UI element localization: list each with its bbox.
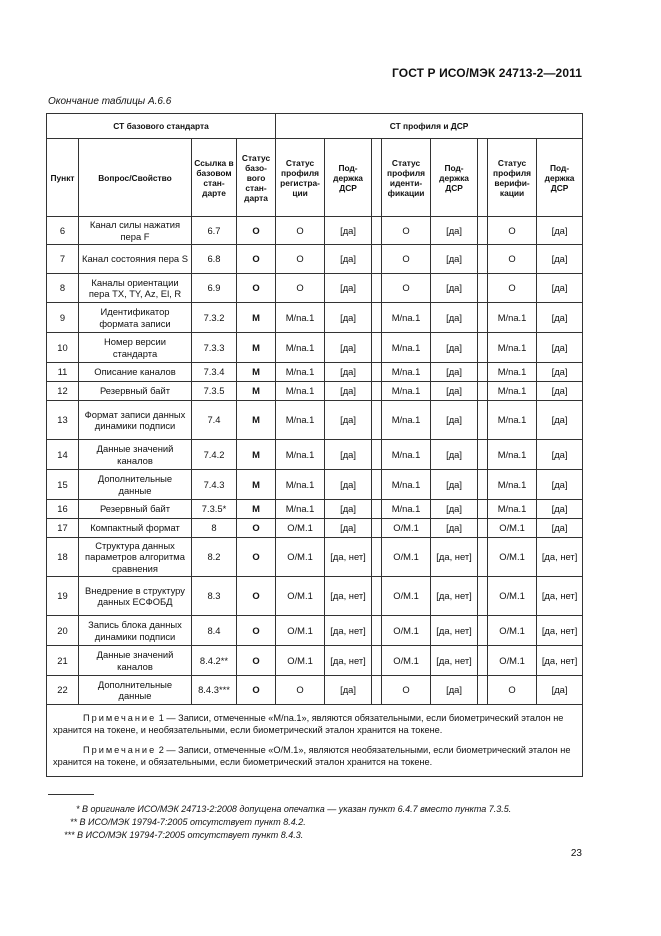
row-base-status: M: [237, 470, 276, 500]
row-id-status: M/na.1: [382, 470, 431, 500]
row-question: Канал силы нажатия пера F: [79, 217, 192, 245]
spacer-cell: [478, 303, 488, 333]
spacer-cell: [372, 401, 382, 440]
spacer-cell: [478, 245, 488, 274]
row-reg-support: [да]: [325, 382, 372, 401]
row-question: Данные значений каналов: [79, 440, 192, 470]
col-header-reg-support: Под-держка ДСР: [325, 139, 372, 217]
row-question: Запись блока данных динамики подписи: [79, 616, 192, 646]
row-ver-status: M/na.1: [488, 382, 537, 401]
spacer-cell: [478, 519, 488, 538]
row-id-support: [да, нет]: [431, 646, 478, 676]
row-ver-status: M/na.1: [488, 470, 537, 500]
spacer-cell: [372, 470, 382, 500]
row-id-status: M/na.1: [382, 303, 431, 333]
row-number: 22: [47, 676, 79, 705]
table-row: [47, 363, 583, 382]
row-ver-support: [да]: [537, 245, 583, 274]
row-reg-support: [да]: [325, 401, 372, 440]
row-ref: 7.4.3: [192, 470, 237, 500]
row-id-support: [да]: [431, 363, 478, 382]
table-row: [47, 274, 583, 303]
notes-cell: [47, 705, 583, 777]
row-ref: 6.8: [192, 245, 237, 274]
row-ver-support: [да]: [537, 363, 583, 382]
row-number: 13: [47, 401, 79, 440]
table-row: [47, 303, 583, 333]
spacer-cell: [478, 139, 488, 217]
row-number: 20: [47, 616, 79, 646]
row-reg-status: O: [276, 676, 325, 705]
row-ver-support: [да]: [537, 470, 583, 500]
row-id-status: O: [382, 245, 431, 274]
row-ver-status: O/M.1: [488, 519, 537, 538]
row-ref: 7.4.2: [192, 440, 237, 470]
spacer-cell: [372, 333, 382, 363]
row-ver-support: [да]: [537, 382, 583, 401]
row-ref: 7.3.2: [192, 303, 237, 333]
row-ver-support: [да]: [537, 676, 583, 705]
row-id-support: [да]: [431, 676, 478, 705]
spacer-cell: [478, 577, 488, 616]
spacer-cell: [372, 676, 382, 705]
row-ver-status: M/na.1: [488, 440, 537, 470]
row-number: 10: [47, 333, 79, 363]
row-reg-status: O: [276, 245, 325, 274]
footnote-divider: [48, 794, 94, 795]
row-ver-status: O: [488, 245, 537, 274]
spacer-cell: [372, 646, 382, 676]
row-ref: 8.4.2**: [192, 646, 237, 676]
spacer-cell: [372, 440, 382, 470]
col-header-ver-status: Статус профиля верифи-кации: [488, 139, 537, 217]
row-reg-status: O/M.1: [276, 519, 325, 538]
group-header-base: СТ базового стандарта: [47, 114, 276, 139]
row-question: Компактный формат: [79, 519, 192, 538]
row-reg-status: M/na.1: [276, 470, 325, 500]
col-header-reg-status: Статус профиля регистра-ции: [276, 139, 325, 217]
spacer-cell: [478, 217, 488, 245]
row-ver-status: O/M.1: [488, 577, 537, 616]
row-ver-support: [да, нет]: [537, 538, 583, 577]
row-reg-support: [да, нет]: [325, 616, 372, 646]
row-id-status: O: [382, 274, 431, 303]
row-number: 17: [47, 519, 79, 538]
spacer-cell: [478, 363, 488, 382]
row-reg-status: M/na.1: [276, 363, 325, 382]
row-base-status: M: [237, 440, 276, 470]
table-caption: Окончание таблицы А.6.6: [48, 96, 172, 107]
row-reg-status: O/M.1: [276, 538, 325, 577]
row-ver-status: M/na.1: [488, 500, 537, 519]
table-row: [47, 616, 583, 646]
row-ref: 7.3.5: [192, 382, 237, 401]
row-base-status: O: [237, 538, 276, 577]
row-ref: 8: [192, 519, 237, 538]
spacer-cell: [372, 139, 382, 217]
spacer-cell: [478, 401, 488, 440]
note-2: [53, 745, 576, 768]
row-id-status: O/M.1: [382, 646, 431, 676]
row-id-status: O: [382, 217, 431, 245]
row-question: Идентификатор формата записи: [79, 303, 192, 333]
row-id-status: M/na.1: [382, 382, 431, 401]
row-base-status: M: [237, 363, 276, 382]
row-id-status: O/M.1: [382, 519, 431, 538]
group-header-profile: СТ профиля и ДСР: [276, 114, 583, 139]
row-reg-support: [да, нет]: [325, 577, 372, 616]
row-reg-status: M/na.1: [276, 500, 325, 519]
table-row: [47, 333, 583, 363]
row-id-support: [да]: [431, 333, 478, 363]
page-number: 23: [570, 848, 582, 859]
row-id-support: [да, нет]: [431, 538, 478, 577]
spacer-cell: [478, 538, 488, 577]
table-row: [47, 245, 583, 274]
row-number: 21: [47, 646, 79, 676]
spacer-cell: [478, 470, 488, 500]
row-reg-status: M/na.1: [276, 382, 325, 401]
row-ver-status: M/na.1: [488, 363, 537, 382]
row-reg-support: [да]: [325, 519, 372, 538]
spacer-cell: [372, 274, 382, 303]
row-id-support: [да]: [431, 519, 478, 538]
row-id-status: O: [382, 676, 431, 705]
row-ref: 8.4.3***: [192, 676, 237, 705]
row-id-status: M/na.1: [382, 500, 431, 519]
spacer-cell: [372, 538, 382, 577]
note-1: [53, 713, 576, 736]
row-ref: 8.4: [192, 616, 237, 646]
row-ver-support: [да, нет]: [537, 646, 583, 676]
row-reg-support: [да]: [325, 303, 372, 333]
row-ver-status: M/na.1: [488, 401, 537, 440]
col-header-id-support: Под-держка ДСР: [431, 139, 478, 217]
row-ver-support: [да]: [537, 274, 583, 303]
table-row: [47, 646, 583, 676]
row-reg-support: [да]: [325, 217, 372, 245]
row-id-support: [да]: [431, 500, 478, 519]
row-ver-status: O: [488, 217, 537, 245]
row-ver-support: [да, нет]: [537, 616, 583, 646]
row-ver-support: [да]: [537, 440, 583, 470]
row-number: 14: [47, 440, 79, 470]
spacer-cell: [372, 616, 382, 646]
row-id-status: M/na.1: [382, 333, 431, 363]
table-row: [47, 500, 583, 519]
row-ver-support: [да]: [537, 401, 583, 440]
table-row: [47, 440, 583, 470]
spacer-cell: [372, 303, 382, 333]
row-id-support: [да]: [431, 470, 478, 500]
row-question: Структура данных параметров алгоритма сравнения: [79, 538, 192, 577]
row-ver-status: O/M.1: [488, 616, 537, 646]
row-id-support: [да]: [431, 382, 478, 401]
row-number: 8: [47, 274, 79, 303]
row-number: 19: [47, 577, 79, 616]
row-number: 9: [47, 303, 79, 333]
row-base-status: O: [237, 245, 276, 274]
col-header-ref: Ссылка в базовом стан-дарте: [192, 139, 237, 217]
spacer-cell: [478, 646, 488, 676]
row-reg-support: [да]: [325, 470, 372, 500]
footnote-2: ** В ИСО/МЭК 19794-7:2005 отсутствует пункт 8.4.2.: [70, 817, 306, 827]
row-id-status: M/na.1: [382, 401, 431, 440]
row-question: Резервный байт: [79, 382, 192, 401]
row-id-support: [да]: [431, 217, 478, 245]
row-id-support: [да]: [431, 303, 478, 333]
note-text: 1 — Записи, отмеченные «M/na.1», являются обязательными, если биометрический эталон не хранится на токене, и необязательными, если биометрический эталон хранится на токене.: [53, 713, 564, 735]
row-ref: 7.4: [192, 401, 237, 440]
note-label: Примечание: [83, 713, 157, 723]
row-number: 7: [47, 245, 79, 274]
row-ref: 8.3: [192, 577, 237, 616]
row-ver-support: [да]: [537, 333, 583, 363]
row-number: 18: [47, 538, 79, 577]
row-question: Данные значений каналов: [79, 646, 192, 676]
row-id-status: O/M.1: [382, 538, 431, 577]
row-base-status: O: [237, 519, 276, 538]
col-header-item: Пункт: [47, 139, 79, 217]
spacer-cell: [478, 382, 488, 401]
row-base-status: O: [237, 646, 276, 676]
row-base-status: M: [237, 333, 276, 363]
spacer-cell: [372, 500, 382, 519]
row-ver-status: M/na.1: [488, 333, 537, 363]
row-ver-support: [да]: [537, 500, 583, 519]
row-ver-support: [да]: [537, 217, 583, 245]
spacer-cell: [372, 519, 382, 538]
table-row: [47, 519, 583, 538]
col-header-question: Вопрос/Свойство: [79, 139, 192, 217]
row-id-support: [да]: [431, 440, 478, 470]
row-ver-support: [да]: [537, 519, 583, 538]
row-base-status: O: [237, 676, 276, 705]
row-base-status: O: [237, 217, 276, 245]
row-id-status: O/M.1: [382, 577, 431, 616]
row-reg-status: O/M.1: [276, 616, 325, 646]
row-ref: 6.7: [192, 217, 237, 245]
row-reg-status: O: [276, 217, 325, 245]
row-reg-status: M/na.1: [276, 303, 325, 333]
row-question: Резервный байт: [79, 500, 192, 519]
row-reg-support: [да]: [325, 363, 372, 382]
row-base-status: O: [237, 577, 276, 616]
row-question: Внедрение в структуру данных ЕСФОБД: [79, 577, 192, 616]
col-header-id-status: Статус профиля иденти-фикации: [382, 139, 431, 217]
row-ver-support: [да, нет]: [537, 577, 583, 616]
table-row: [47, 217, 583, 245]
row-question: Описание каналов: [79, 363, 192, 382]
spacer-cell: [372, 577, 382, 616]
row-reg-support: [да]: [325, 676, 372, 705]
row-ref: 6.9: [192, 274, 237, 303]
row-number: 12: [47, 382, 79, 401]
row-question: Дополнительные данные: [79, 470, 192, 500]
row-reg-support: [да]: [325, 333, 372, 363]
table-row: [47, 538, 583, 577]
row-ver-status: O/M.1: [488, 538, 537, 577]
row-ver-status: O: [488, 274, 537, 303]
spacer-cell: [372, 245, 382, 274]
row-number: 6: [47, 217, 79, 245]
spacer-cell: [372, 217, 382, 245]
row-number: 15: [47, 470, 79, 500]
table-row: [47, 382, 583, 401]
footnote-3: *** В ИСО/МЭК 19794-7:2005 отсутствует пункт 8.4.3.: [64, 830, 304, 840]
row-question: Формат записи данных динамики подписи: [79, 401, 192, 440]
row-ref: 7.3.3: [192, 333, 237, 363]
row-reg-support: [да]: [325, 500, 372, 519]
row-ref: 7.3.4: [192, 363, 237, 382]
row-id-support: [да]: [431, 274, 478, 303]
row-number: 16: [47, 500, 79, 519]
row-reg-support: [да, нет]: [325, 646, 372, 676]
row-ref: 8.2: [192, 538, 237, 577]
row-reg-support: [да, нет]: [325, 538, 372, 577]
row-id-status: M/na.1: [382, 440, 431, 470]
row-id-support: [да]: [431, 245, 478, 274]
row-base-status: M: [237, 382, 276, 401]
table-row: [47, 577, 583, 616]
document-header: ГОСТ Р ИСО/МЭК 24713-2—2011: [392, 66, 582, 80]
row-reg-status: O/M.1: [276, 646, 325, 676]
row-ver-status: O: [488, 676, 537, 705]
row-base-status: O: [237, 616, 276, 646]
row-number: 11: [47, 363, 79, 382]
note-label: Примечание: [83, 745, 157, 755]
col-header-ver-support: Под-держка ДСР: [537, 139, 583, 217]
row-id-support: [да, нет]: [431, 577, 478, 616]
row-id-support: [да, нет]: [431, 616, 478, 646]
spacer-cell: [478, 274, 488, 303]
row-reg-support: [да]: [325, 274, 372, 303]
table-row: [47, 470, 583, 500]
note-text: 2 — Записи, отмеченные «O/M.1», являются необязательными, если биометрический эталон не хранится на токене, и обязательными, если биометрический эталон хранится на токене.: [53, 745, 571, 767]
row-reg-status: O: [276, 274, 325, 303]
row-id-status: O/M.1: [382, 616, 431, 646]
row-ver-status: M/na.1: [488, 303, 537, 333]
row-base-status: M: [237, 303, 276, 333]
row-reg-status: M/na.1: [276, 401, 325, 440]
conformance-table: [46, 113, 583, 777]
col-header-status: Статус базо-вого стан-дарта: [237, 139, 276, 217]
row-id-status: M/na.1: [382, 363, 431, 382]
footnote-1: * В оригинале ИСО/МЭК 24713-2:2008 допущена опечатка — указан пункт 6.4.7 вместо пункта 7.3.5.: [76, 804, 512, 814]
row-reg-support: [да]: [325, 440, 372, 470]
row-base-status: O: [237, 274, 276, 303]
row-reg-status: O/M.1: [276, 577, 325, 616]
row-reg-support: [да]: [325, 245, 372, 274]
row-ref: 7.3.5*: [192, 500, 237, 519]
table-row: [47, 401, 583, 440]
row-ver-support: [да]: [537, 303, 583, 333]
row-reg-status: M/na.1: [276, 333, 325, 363]
spacer-cell: [478, 616, 488, 646]
spacer-cell: [372, 382, 382, 401]
row-question: Канал состояния пера S: [79, 245, 192, 274]
row-base-status: M: [237, 401, 276, 440]
row-ver-status: O/M.1: [488, 646, 537, 676]
row-id-support: [да]: [431, 401, 478, 440]
spacer-cell: [478, 440, 488, 470]
row-question: Каналы ориентации пера TX, TY, Az, El, R: [79, 274, 192, 303]
row-base-status: M: [237, 500, 276, 519]
row-question: Номер версии стандарта: [79, 333, 192, 363]
spacer-cell: [478, 333, 488, 363]
row-question: Дополнительные данные: [79, 676, 192, 705]
spacer-cell: [478, 676, 488, 705]
spacer-cell: [372, 363, 382, 382]
table-row: [47, 676, 583, 705]
row-reg-status: M/na.1: [276, 440, 325, 470]
spacer-cell: [478, 500, 488, 519]
